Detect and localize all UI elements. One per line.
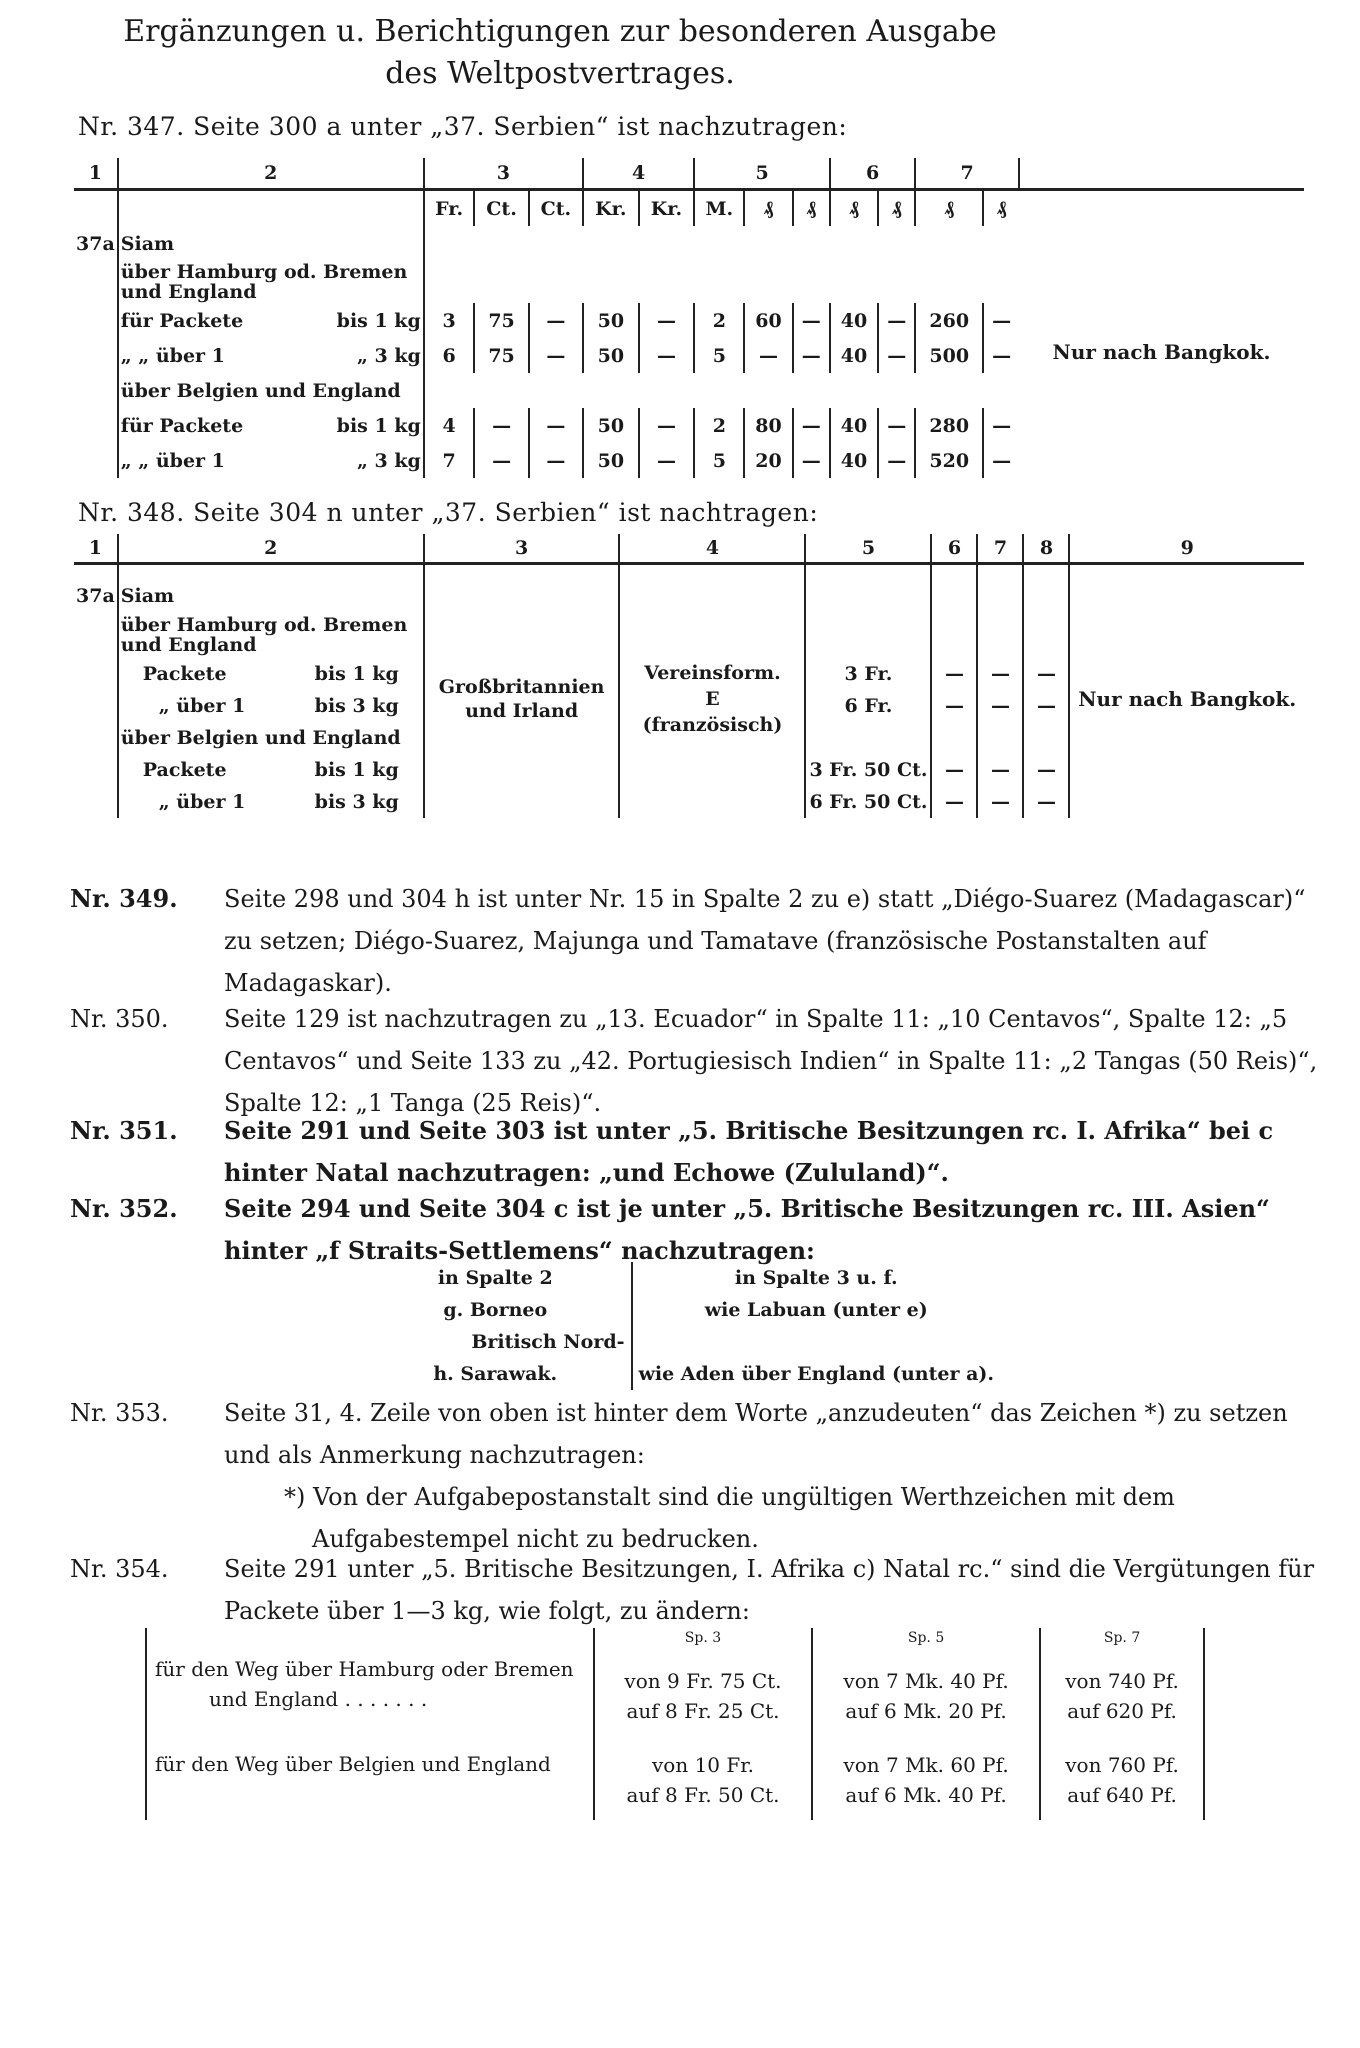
col-number: 1 (74, 158, 118, 190)
table-row: „ „ über 1 „ 3 kg 6 75 — 50 — 5 — — 40 — 500 — (74, 338, 1304, 373)
paragraph-353 (70, 1392, 1320, 1560)
col-number (1019, 158, 1304, 190)
unit: Kr. (583, 190, 639, 227)
unit: Kr. (639, 190, 695, 227)
col-number: 8 (1023, 534, 1069, 564)
paragraph-text: Seite 291 und Seite 303 ist unter „5. Britische Besitzungen rc. I. Afrika“ bei c hinter Natal nachzutragen: „und Echowe (Zululand)“. (224, 1116, 1274, 1187)
paragraph-350 (70, 998, 1320, 1124)
unit: ₰ (744, 190, 792, 227)
table-row: Packete bis 1 kg 3 Fr. — — — (74, 658, 1304, 690)
paragraph-number: Nr. 352. (70, 1194, 178, 1223)
note: Nur nach Bangkok. (1069, 580, 1304, 818)
col-number: 7 (915, 158, 1019, 190)
section-347-header: Nr. 347. Seite 300 a unter „37. Serbien“ ist nachzutragen: (78, 112, 848, 141)
col3-value: Großbritannien und Irland (424, 580, 620, 818)
section-352-table: in Spalte 2 in Spalte 3 u. f. g. Borneo wie Labuan (unter e) Britisch Nord- h. Sarawak. wie Aden über England (unter a). (360, 1262, 1000, 1390)
table-row: für Packete bis 1 kg 4 — — 50 — 2 80 — 40 — 280 — (74, 408, 1304, 443)
table-row: für Packete bis 1 kg 3 75 — 50 — 2 60 — 40 — 260 — (74, 303, 1304, 338)
table-row: Packete bis 1 kg 3 Fr. 50 Ct. — — — (74, 754, 1304, 786)
paragraph-text: Seite 31, 4. Zeile von oben ist hinter dem Worte „anzudeuten“ das Zeichen *) zu setzen und als Anmerkung nachzutragen: (224, 1399, 1288, 1469)
unit: ₰ (793, 190, 830, 227)
page-subtitle: des Weltpostvertrages. (385, 56, 735, 91)
route: über Belgien und England (118, 722, 424, 754)
col-number: 9 (1069, 534, 1304, 564)
route: über Belgien und England (118, 373, 424, 408)
paragraph-text: Seite 294 und Seite 304 c ist je unter „5. Britische Besitzungen rc. III. Asien“ hinter „f Straits-Settlemens“ nachzutragen: (224, 1194, 1270, 1265)
page-title: Ergänzungen u. Berichtigungen zur besonderen Ausgabe (123, 14, 997, 49)
paragraph-text: Seite 129 ist nachzutragen zu „13. Ecuador“ in Spalte 11: „10 Centavos“, Spalte 12: „5 Centavos“ und Seite 133 zu „42. Portugiesisch Indien“ in Spalte 11: „2 Tangas (50 Reis)“, Spalte 12: „1 Tanga (25 Reis)“. (224, 1005, 1318, 1117)
col-number: 6 (931, 534, 977, 564)
unit: ₰ (830, 190, 878, 227)
paragraph-number: Nr. 350. (70, 1005, 169, 1033)
col-number: 5 (694, 158, 830, 190)
paragraph-number: Nr. 351. (70, 1116, 178, 1145)
country: Siam (118, 580, 424, 612)
paragraph-note: *) Von der Aufgabepostanstalt sind die ungültigen Werthzeichen mit dem Aufgabestempel nicht zu bedrucken. (284, 1483, 1175, 1553)
paragraph-351 (70, 1110, 1320, 1194)
col-number: 6 (830, 158, 915, 190)
section-347-table (74, 158, 1304, 478)
unit: Ct. (474, 190, 528, 227)
unit: ₰ (878, 190, 915, 227)
col-number: 1 (74, 534, 118, 564)
col-number: 2 (118, 534, 424, 564)
column-header: Sp. 7 (1040, 1628, 1204, 1652)
unit: Ct. (529, 190, 583, 227)
country: Siam (118, 226, 424, 261)
paragraph-352 (70, 1188, 1320, 1272)
paragraph-number: Nr. 349. (70, 884, 178, 913)
unit: M. (694, 190, 744, 227)
unit: Fr. (424, 190, 475, 227)
section-354-table: Sp. 3 Sp. 5 Sp. 7 für den Weg über Hamburg oder Bremen und England . . . . . . . von 9 Fr. 75 Ct. auf 8 Fr. 25 Ct. von 7 Mk. 40 Pf. auf 6 Mk. 20 Pf. von 740 Pf. auf 620 Pf. für den Weg über Belgien und England von 10 Fr. auf 8 Fr. 50 Ct. von 7 Mk. 60 Pf. auf 6 Mk. 40 Pf. von 760 Pf. auf 640 Pf. (145, 1628, 1205, 1820)
col4-value: Vereinsform. E (französisch) (619, 580, 805, 818)
paragraph-text: Seite 291 unter „5. Britische Besitzungen, I. Afrika c) Natal rc.“ sind die Vergütungen für Packete über 1—3 kg, wie folgt, zu ändern: (224, 1555, 1315, 1625)
col-number: 3 (424, 534, 620, 564)
col-number: 4 (619, 534, 805, 564)
col-number: 2 (118, 158, 424, 190)
row-number: 37a (76, 584, 115, 607)
paragraph-number: Nr. 354. (70, 1555, 169, 1583)
row-number: 37a (76, 232, 115, 255)
table-row: „ „ über 1 „ 3 kg 7 — — 50 — 5 20 — 40 — 520 — (74, 443, 1304, 478)
route: über Hamburg od. Bremen und England (118, 612, 424, 658)
table-row: „ über 1 bis 3 kg 6 Fr. 50 Ct. — — — (74, 786, 1304, 818)
section-348-header: Nr. 348. Seite 304 n unter „37. Serbien“ ist nachtragen: (78, 498, 819, 527)
col-number: 5 (805, 534, 931, 564)
unit: ₰ (983, 190, 1019, 227)
note: Nur nach Bangkok. (1052, 340, 1271, 364)
paragraph-text: Seite 298 und 304 h ist unter Nr. 15 in Spalte 2 zu e) statt „Diégo-Suarez (Madagascar)“ zu setzen; Diégo-Suarez, Majunga und Tamatave (französische Postanstalten auf Madagaskar). (224, 885, 1306, 997)
column-header: Sp. 3 (594, 1628, 812, 1652)
paragraph-349 (70, 878, 1320, 1004)
route: über Hamburg od. Bremen und England (118, 261, 424, 303)
col-number: 4 (583, 158, 694, 190)
col-number: 7 (977, 534, 1023, 564)
unit: ₰ (915, 190, 983, 227)
paragraph-354 (70, 1548, 1320, 1632)
column-header: Sp. 5 (812, 1628, 1040, 1652)
section-348-table (74, 534, 1304, 818)
col-number: 3 (424, 158, 583, 190)
row-number (74, 190, 118, 227)
paragraph-number: Nr. 353. (70, 1399, 169, 1427)
table-row: „ über 1 bis 3 kg 6 Fr. — — — (74, 690, 1304, 722)
